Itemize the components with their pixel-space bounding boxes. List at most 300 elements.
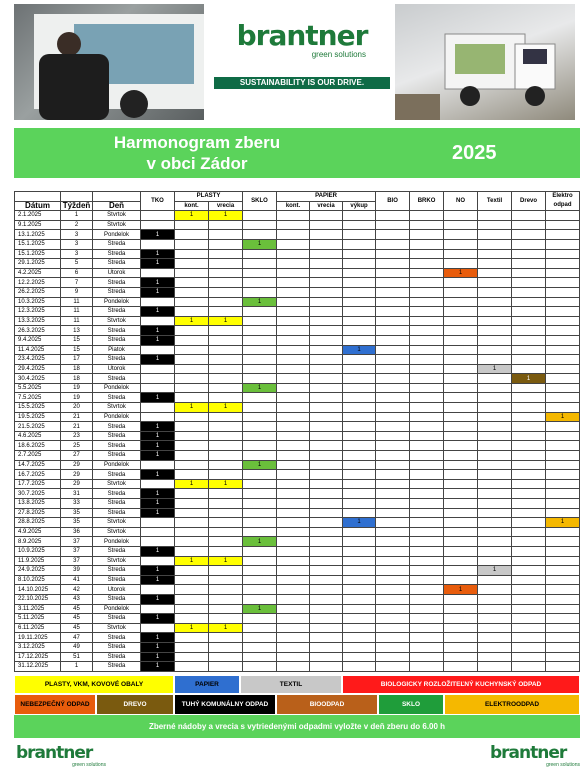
empty-cell: [343, 575, 376, 585]
empty-cell: [310, 326, 343, 336]
empty-cell: [478, 211, 512, 221]
empty-cell: [277, 220, 310, 230]
empty-cell: [310, 566, 343, 576]
empty-cell: [310, 499, 343, 509]
row-week: 49: [61, 642, 93, 652]
empty-cell: [546, 316, 580, 326]
empty-cell: [478, 527, 512, 537]
empty-cell: [277, 499, 310, 509]
empty-cell: [478, 307, 512, 317]
row-date: 18.6.2025: [15, 441, 61, 451]
row-date: 17.12.2025: [15, 652, 61, 662]
empty-cell: [343, 383, 376, 393]
collection-mark-plasty-vrecia: 1: [209, 479, 243, 489]
legend-item: SKLO: [378, 694, 444, 715]
row-week: 18: [61, 364, 93, 374]
row-day: Štvrtok: [93, 403, 141, 413]
col-plasty-vrecia: vrecia: [209, 201, 243, 211]
table-row: [15, 575, 580, 585]
empty-cell: [410, 355, 444, 365]
empty-cell: [277, 604, 310, 614]
empty-cell: [277, 451, 310, 461]
row-day: Štvrtok: [93, 220, 141, 230]
empty-cell: [410, 556, 444, 566]
empty-cell: [478, 575, 512, 585]
empty-cell: [410, 230, 444, 240]
row-day: Utorok: [93, 585, 141, 595]
row-week: 29: [61, 479, 93, 489]
empty-cell: [376, 431, 410, 441]
empty-cell: [175, 499, 209, 509]
empty-cell: [444, 259, 478, 269]
empty-cell: [141, 518, 175, 528]
row-week: 15: [61, 345, 93, 355]
empty-cell: [444, 652, 478, 662]
table-row: [15, 211, 580, 221]
row-date: 4.6.2025: [15, 431, 61, 441]
empty-cell: [310, 460, 343, 470]
legend-item: BIOLOGICKY ROZLOŽITEĽNÝ KUCHYNSKÝ ODPAD: [342, 675, 580, 694]
row-week: 33: [61, 499, 93, 509]
empty-cell: [410, 479, 444, 489]
collection-mark-tko: 1: [141, 278, 175, 288]
empty-cell: [512, 307, 546, 317]
empty-cell: [444, 316, 478, 326]
empty-cell: [410, 594, 444, 604]
row-day: Pondelok: [93, 537, 141, 547]
col-den: Deň: [93, 201, 141, 211]
empty-cell: [444, 364, 478, 374]
footer-logo-wordmark: brantner: [490, 743, 567, 763]
empty-cell: [512, 431, 546, 441]
table-row: [15, 268, 580, 278]
empty-cell: [175, 412, 209, 422]
empty-cell: [310, 345, 343, 355]
empty-cell: [410, 470, 444, 480]
col-spacer: [15, 192, 61, 202]
table-row: [15, 585, 580, 595]
collection-mark-plasty-kont: 1: [175, 623, 209, 633]
legend-item: DREVO: [96, 694, 174, 715]
empty-cell: [243, 652, 277, 662]
empty-cell: [343, 537, 376, 547]
empty-cell: [444, 546, 478, 556]
empty-cell: [243, 546, 277, 556]
table-row: [15, 374, 580, 384]
empty-cell: [243, 249, 277, 259]
empty-cell: [444, 508, 478, 518]
empty-cell: [478, 499, 512, 509]
empty-cell: [209, 546, 243, 556]
empty-cell: [243, 642, 277, 652]
row-date: 13.8.2025: [15, 499, 61, 509]
row-day: Štvrtok: [93, 623, 141, 633]
table-row: [15, 403, 580, 413]
empty-cell: [546, 604, 580, 614]
empty-cell: [376, 566, 410, 576]
schedule-rows: [15, 211, 580, 672]
empty-cell: [277, 307, 310, 317]
empty-cell: [141, 585, 175, 595]
empty-cell: [243, 623, 277, 633]
empty-cell: [343, 441, 376, 451]
empty-cell: [175, 326, 209, 336]
empty-cell: [343, 662, 376, 672]
empty-cell: [243, 470, 277, 480]
empty-cell: [410, 585, 444, 595]
row-day: Streda: [93, 441, 141, 451]
empty-cell: [343, 642, 376, 652]
row-date: 26.3.2025: [15, 326, 61, 336]
empty-cell: [512, 403, 546, 413]
empty-cell: [175, 249, 209, 259]
empty-cell: [444, 278, 478, 288]
row-day: Streda: [93, 259, 141, 269]
empty-cell: [175, 355, 209, 365]
empty-cell: [209, 431, 243, 441]
row-day: Štvrtok: [93, 527, 141, 537]
row-week: 15: [61, 335, 93, 345]
empty-cell: [209, 633, 243, 643]
empty-cell: [175, 268, 209, 278]
empty-cell: [209, 259, 243, 269]
table-row: [15, 489, 580, 499]
table-row: [15, 335, 580, 345]
table-row: [15, 614, 580, 624]
row-day: Streda: [93, 642, 141, 652]
row-date: 22.10.2025: [15, 594, 61, 604]
empty-cell: [546, 268, 580, 278]
empty-cell: [376, 287, 410, 297]
empty-cell: [444, 489, 478, 499]
table-row: [15, 393, 580, 403]
empty-cell: [310, 556, 343, 566]
empty-cell: [410, 345, 444, 355]
row-date: 30.7.2025: [15, 489, 61, 499]
empty-cell: [444, 249, 478, 259]
row-day: Streda: [93, 249, 141, 259]
empty-cell: [310, 585, 343, 595]
empty-cell: [410, 460, 444, 470]
empty-cell: [209, 422, 243, 432]
row-week: 21: [61, 412, 93, 422]
empty-cell: [175, 470, 209, 480]
table-row: [15, 364, 580, 374]
empty-cell: [243, 594, 277, 604]
empty-cell: [410, 451, 444, 461]
empty-cell: [512, 297, 546, 307]
empty-cell: [512, 412, 546, 422]
table-row: [15, 556, 580, 566]
empty-cell: [410, 393, 444, 403]
empty-cell: [546, 278, 580, 288]
empty-cell: [310, 422, 343, 432]
table-row: [15, 518, 580, 528]
empty-cell: [512, 489, 546, 499]
empty-cell: [277, 268, 310, 278]
empty-cell: [478, 345, 512, 355]
empty-cell: [277, 230, 310, 240]
empty-cell: [209, 460, 243, 470]
empty-cell: [310, 403, 343, 413]
header-photo-worker: [14, 4, 204, 120]
empty-cell: [310, 470, 343, 480]
empty-cell: [546, 364, 580, 374]
row-week: 21: [61, 422, 93, 432]
empty-cell: [209, 604, 243, 614]
empty-cell: [478, 441, 512, 451]
empty-cell: [243, 585, 277, 595]
empty-cell: [310, 441, 343, 451]
collection-mark-tko: 1: [141, 662, 175, 672]
empty-cell: [277, 527, 310, 537]
empty-cell: [243, 268, 277, 278]
empty-cell: [444, 575, 478, 585]
empty-cell: [512, 460, 546, 470]
collection-mark-tko: 1: [141, 335, 175, 345]
empty-cell: [277, 422, 310, 432]
empty-cell: [478, 355, 512, 365]
empty-cell: [512, 566, 546, 576]
empty-cell: [410, 489, 444, 499]
empty-cell: [376, 585, 410, 595]
empty-cell: [310, 508, 343, 518]
empty-cell: [310, 383, 343, 393]
footer-logo-subtitle: green solutions: [546, 762, 580, 768]
empty-cell: [478, 508, 512, 518]
empty-cell: [478, 431, 512, 441]
empty-cell: [343, 278, 376, 288]
empty-cell: [243, 230, 277, 240]
col-elektro: Elektro odpad: [546, 192, 580, 211]
empty-cell: [277, 441, 310, 451]
empty-cell: [410, 623, 444, 633]
empty-cell: [310, 546, 343, 556]
empty-cell: [243, 566, 277, 576]
empty-cell: [410, 412, 444, 422]
empty-cell: [243, 364, 277, 374]
collection-mark-tko: 1: [141, 470, 175, 480]
empty-cell: [209, 652, 243, 662]
empty-cell: [343, 623, 376, 633]
empty-cell: [478, 556, 512, 566]
row-date: 14.7.2025: [15, 460, 61, 470]
empty-cell: [243, 441, 277, 451]
empty-cell: [175, 431, 209, 441]
empty-cell: [546, 403, 580, 413]
empty-cell: [175, 566, 209, 576]
empty-cell: [277, 594, 310, 604]
empty-cell: [376, 441, 410, 451]
empty-cell: [376, 470, 410, 480]
empty-cell: [376, 508, 410, 518]
empty-cell: [243, 575, 277, 585]
row-day: Pondelok: [93, 412, 141, 422]
empty-cell: [512, 383, 546, 393]
empty-cell: [444, 220, 478, 230]
row-week: 35: [61, 508, 93, 518]
empty-cell: [141, 460, 175, 470]
empty-cell: [343, 259, 376, 269]
empty-cell: [546, 335, 580, 345]
col-plasty-kont: kont.: [175, 201, 209, 211]
empty-cell: [444, 460, 478, 470]
empty-cell: [243, 508, 277, 518]
empty-cell: [546, 662, 580, 672]
empty-cell: [310, 518, 343, 528]
empty-cell: [546, 546, 580, 556]
row-week: 13: [61, 326, 93, 336]
col-papier-vykup: výkup: [343, 201, 376, 211]
row-week: 3: [61, 239, 93, 249]
empty-cell: [343, 316, 376, 326]
empty-cell: [478, 652, 512, 662]
empty-cell: [512, 642, 546, 652]
empty-cell: [376, 211, 410, 221]
empty-cell: [175, 422, 209, 432]
legend-item: PAPIER: [174, 675, 240, 694]
empty-cell: [175, 537, 209, 547]
empty-cell: [512, 546, 546, 556]
row-date: 24.9.2025: [15, 566, 61, 576]
empty-cell: [141, 537, 175, 547]
legend-item: NEBEZPEČNÝ ODPAD: [14, 694, 96, 715]
row-week: 45: [61, 604, 93, 614]
row-day: Štvrtok: [93, 479, 141, 489]
empty-cell: [410, 642, 444, 652]
empty-cell: [444, 307, 478, 317]
row-date: 21.5.2025: [15, 422, 61, 432]
row-week: 37: [61, 537, 93, 547]
collection-mark-tko: 1: [141, 575, 175, 585]
empty-cell: [175, 239, 209, 249]
row-date: 8.9.2025: [15, 537, 61, 547]
empty-cell: [141, 403, 175, 413]
collection-mark-tko: 1: [141, 594, 175, 604]
table-row: [15, 383, 580, 393]
empty-cell: [243, 287, 277, 297]
table-row: [15, 307, 580, 317]
collection-mark-tko: 1: [141, 393, 175, 403]
collection-mark-drevo: 1: [512, 374, 546, 384]
empty-cell: [277, 575, 310, 585]
empty-cell: [546, 479, 580, 489]
empty-cell: [512, 585, 546, 595]
empty-cell: [243, 633, 277, 643]
collection-mark-no: 1: [444, 268, 478, 278]
empty-cell: [141, 239, 175, 249]
empty-cell: [209, 451, 243, 461]
empty-cell: [243, 489, 277, 499]
empty-cell: [478, 518, 512, 528]
empty-cell: [310, 335, 343, 345]
empty-cell: [410, 316, 444, 326]
empty-cell: [343, 431, 376, 441]
empty-cell: [175, 307, 209, 317]
empty-cell: [343, 403, 376, 413]
collection-mark-sklo: 1: [243, 537, 277, 547]
table-row: [15, 508, 580, 518]
empty-cell: [546, 566, 580, 576]
table-row: [15, 239, 580, 249]
empty-cell: [512, 441, 546, 451]
garbage-truck-illustration: [395, 4, 575, 120]
row-date: 3.12.2025: [15, 642, 61, 652]
empty-cell: [277, 623, 310, 633]
empty-cell: [410, 575, 444, 585]
empty-cell: [209, 239, 243, 249]
empty-cell: [512, 604, 546, 614]
empty-cell: [243, 403, 277, 413]
empty-cell: [512, 527, 546, 537]
empty-cell: [376, 623, 410, 633]
empty-cell: [277, 355, 310, 365]
table-row: [15, 527, 580, 537]
empty-cell: [343, 412, 376, 422]
empty-cell: [209, 268, 243, 278]
empty-cell: [310, 604, 343, 614]
empty-cell: [343, 451, 376, 461]
empty-cell: [277, 537, 310, 547]
collection-mark-tko: 1: [141, 287, 175, 297]
empty-cell: [175, 287, 209, 297]
empty-cell: [410, 249, 444, 259]
table-row: [15, 451, 580, 461]
collection-mark-tko: 1: [141, 451, 175, 461]
footer-logo-left: [16, 745, 106, 768]
empty-cell: [277, 211, 310, 221]
empty-cell: [478, 374, 512, 384]
empty-cell: [209, 470, 243, 480]
empty-cell: [310, 211, 343, 221]
empty-cell: [478, 403, 512, 413]
empty-cell: [277, 335, 310, 345]
empty-cell: [310, 527, 343, 537]
row-day: Streda: [93, 662, 141, 672]
empty-cell: [209, 345, 243, 355]
empty-cell: [410, 422, 444, 432]
row-date: 13.1.2025: [15, 230, 61, 240]
row-date: 31.12.2025: [15, 662, 61, 672]
empty-cell: [376, 364, 410, 374]
table-row: [15, 287, 580, 297]
table-row: [15, 316, 580, 326]
footer-logo-wordmark: brantner: [16, 743, 93, 763]
empty-cell: [376, 335, 410, 345]
empty-cell: [410, 383, 444, 393]
empty-cell: [444, 431, 478, 441]
row-day: Utorok: [93, 364, 141, 374]
empty-cell: [546, 249, 580, 259]
empty-cell: [209, 566, 243, 576]
empty-cell: [512, 287, 546, 297]
empty-cell: [546, 451, 580, 461]
empty-cell: [209, 662, 243, 672]
collection-mark-plasty-vrecia: 1: [209, 403, 243, 413]
empty-cell: [546, 422, 580, 432]
collection-mark-sklo: 1: [243, 239, 277, 249]
empty-cell: [243, 326, 277, 336]
empty-cell: [209, 307, 243, 317]
empty-cell: [376, 575, 410, 585]
col-no: NO: [444, 192, 478, 211]
row-day: Pondelok: [93, 230, 141, 240]
collection-mark-papier-vykup: 1: [343, 345, 376, 355]
empty-cell: [410, 652, 444, 662]
empty-cell: [209, 585, 243, 595]
empty-cell: [209, 594, 243, 604]
empty-cell: [410, 307, 444, 317]
